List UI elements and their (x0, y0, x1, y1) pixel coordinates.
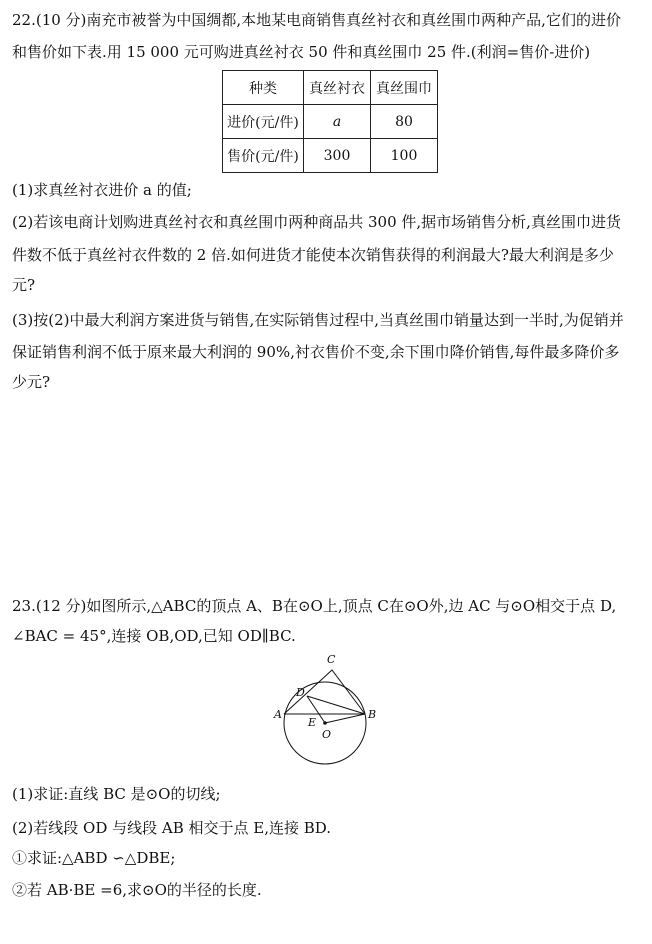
q23-part1: (1)求证:直线 BC 是⊙O的切线; (12, 785, 221, 803)
q22-part3-line3: 少元? (12, 373, 51, 391)
q22-stem-line1: 22.(10 分)南充市被誉为中国绸都,本地某电商销售真丝衬衣和真丝围巾两种产品,它们的进价 (12, 11, 621, 29)
label-o: O (322, 728, 332, 741)
label-d: D (296, 686, 305, 699)
label-a: A (274, 708, 282, 721)
table-cell: 80 (371, 105, 438, 139)
table-header-row (223, 71, 438, 105)
geometry-figure (268, 650, 388, 775)
q22-part2-line1: (2)若该电商计划购进真丝衬衣和真丝围巾两种商品共 300 件,据市场销售分析,真丝围巾进货 (12, 213, 621, 231)
q23-stem-line2: ∠BAC = 45°,连接 OB,OD,已知 OD∥BC. (12, 627, 296, 645)
q22-stem-line2: 和售价如下表.用 15 000 元可购进真丝衬衣 50 件和真丝围巾 25 件.(利润=售价-进价) (12, 43, 591, 61)
q23-part2-a: ①求证:△ABD ∽△DBE; (12, 849, 176, 867)
center-point (323, 721, 327, 725)
table-cell: 100 (371, 139, 438, 173)
table-cell: 进价(元/件) (223, 105, 304, 139)
table-cell: a (304, 105, 371, 139)
q23-part2-b: ②若 AB·BE =6,求⊙O的半径的长度. (12, 881, 262, 899)
table-header-cell: 种类 (223, 71, 304, 105)
q23-stem-line1: 23.(12 分)如图所示,△ABC的顶点 A、B在⊙O上,顶点 C在⊙O外,边 AC 与⊙O相交于点 D, (12, 597, 617, 615)
segment-bd (307, 696, 365, 714)
q23-part2: (2)若线段 OD 与线段 AB 相交于点 E,连接 BD. (12, 819, 332, 837)
q22-part2-line2: 件数不低于真丝衬衣件数的 2 倍.如何进货才能使本次销售获得的利润最大?最大利润是多少 (12, 246, 614, 264)
q22-part3-line2: 保证销售利润不低于原来最大利润的 90%,衬衣售价不变,余下围巾降价销售,每件最多降价多 (12, 343, 620, 361)
label-c: C (327, 653, 336, 666)
label-b: B (368, 708, 377, 721)
table-row (223, 139, 438, 173)
q22-part2-line3: 元? (12, 276, 36, 294)
label-e: E (308, 716, 317, 729)
q22-part3-line1: (3)按(2)中最大利润方案进货与销售,在实际销售过程中,当真丝围巾销量达到一半时,为促销并 (12, 311, 624, 329)
table-cell: 300 (304, 139, 371, 173)
price-table (222, 70, 438, 173)
table-header-cell: 真丝衬衣 (304, 71, 371, 105)
segment-ob (325, 714, 365, 723)
table-cell: 售价(元/件) (223, 139, 304, 173)
table-row (223, 105, 438, 139)
q22-part1: (1)求真丝衬衣进价 a 的值; (12, 181, 192, 199)
table-header-cell: 真丝围巾 (371, 71, 438, 105)
